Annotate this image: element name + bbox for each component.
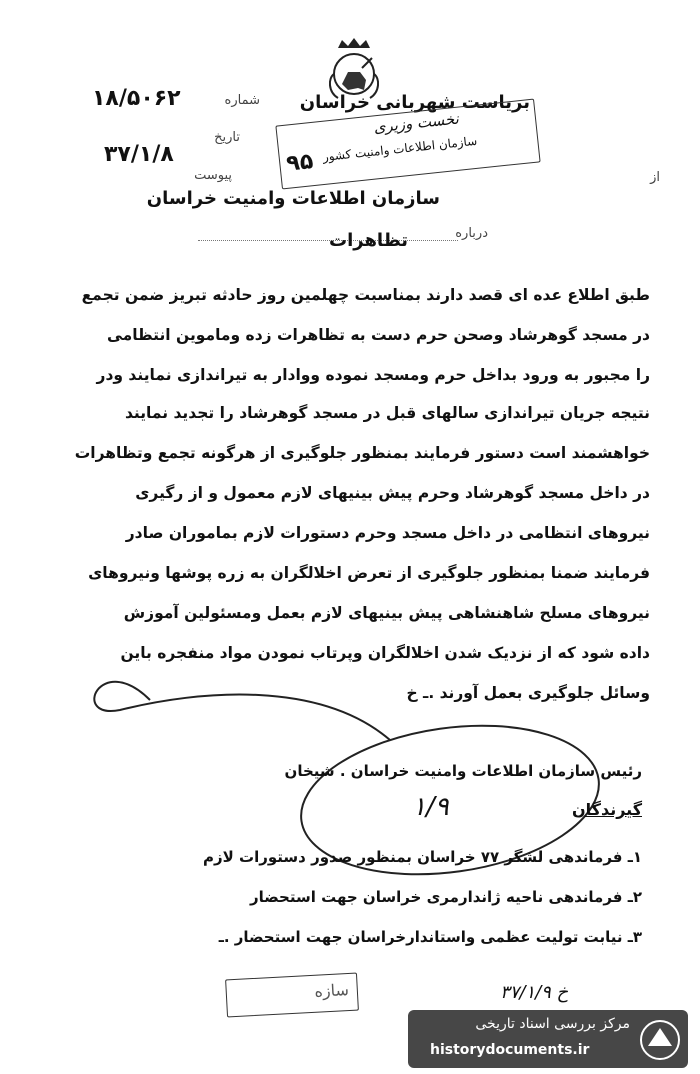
watermark-fa: مرکز بررسی اسناد تاریخی bbox=[475, 1016, 630, 1032]
watermark-logo-icon bbox=[638, 1018, 682, 1062]
circled-note: ۱/۹ bbox=[412, 792, 449, 822]
handwritten-date: خ ۳۷/۱/۹ bbox=[500, 982, 569, 1003]
body-line: فرمایند ضمنا بمنظور جلوگیری از تعرض اخلالگران به زره پوشها ونیروهای bbox=[88, 564, 650, 582]
watermark bbox=[408, 1010, 688, 1068]
recipient-line: بریاست شهربانی خراسان bbox=[299, 92, 530, 113]
watermark-en: historydocuments.ir bbox=[430, 1042, 590, 1058]
document-number: ۱۸/۵۰۶۲ bbox=[92, 86, 181, 111]
from-label: از bbox=[650, 170, 660, 185]
recipients-title: گیرندگان bbox=[571, 800, 642, 819]
recipient-item: ۳ـ نیابت تولیت عظمی واستاندارخراسان جهت استحضار .ـ bbox=[218, 928, 642, 946]
subject-dotted-line bbox=[198, 240, 458, 241]
body-line: در مسجد گوهرشاد وصحن حرم دست به تظاهرات زده وماموین انتظامی bbox=[106, 326, 650, 344]
body-line: خواهشمند است دستور فرمایند بمنظور جلوگیری از هرگونه تجمع وتظاهرات bbox=[74, 444, 650, 462]
recipient-item: ۲ـ فرماندهی ناحیه ژاندارمری خراسان جهت استحضار bbox=[249, 888, 642, 906]
body-line: داده شود که از نزدیک شدن اخلالگران وپرتاب نمودن مواد منفجره باین bbox=[120, 644, 650, 662]
body-line: نیروهای مسلح شاهنشاهی پیش بینیهای لازم بعمل ومسئولین آموزش bbox=[123, 604, 650, 622]
attachment-label: پیوست bbox=[194, 168, 232, 183]
subject-label: درباره bbox=[455, 226, 488, 241]
stamp-number: ۹۵ bbox=[285, 149, 315, 177]
recipient-item: ۱ـ فرماندهی لشگر ۷۷ خراسان بمنظور صدور دستورات لازم bbox=[203, 848, 642, 866]
body-line: نتیجه جریان تیراندازی سالهای قبل در مسجد گوهرشاد را تجدید نمایند bbox=[124, 404, 650, 422]
body-line: در داخل مسجد گوهرشاد وحرم پیش بینیهای لازم معمول و از رگیری bbox=[135, 484, 650, 502]
body-line: طبق اطلاع عده ای قصد دارند بمناسبت چهلمین روز حادثه تبریز ضمن تجمع bbox=[81, 286, 650, 304]
footer-stamp bbox=[225, 973, 359, 1018]
body-line: وسائل جلوگیری بعمل آورند .ـ خ bbox=[406, 684, 650, 702]
signature-line: رئیس سازمان اطلاعات وامنیت خراسان . شیخان bbox=[284, 762, 642, 780]
subject-value: تظاهرات bbox=[329, 230, 408, 251]
date-label: تاریخ bbox=[214, 130, 240, 145]
body-line: را مجبور به ورود بداخل حرم ومسجد نموده ووادار به تیراندازی نمایند ودر bbox=[96, 366, 650, 384]
stamp-line-1: نخست وزیری bbox=[372, 109, 460, 137]
number-label: شماره bbox=[224, 93, 260, 108]
body-line: نیروهای انتظامی در داخل مسجد وحرم دستورات لازم بماموران صادر bbox=[125, 524, 650, 542]
footer-stamp-text: سازه bbox=[313, 980, 350, 1001]
stamp-line-2: سازمان اطلاعات وامنیت کشور bbox=[322, 133, 478, 164]
sender-line: سازمان اطلاعات وامنیت خراسان bbox=[146, 188, 440, 209]
document-date: ۳۷/۱/۸ bbox=[104, 142, 174, 167]
